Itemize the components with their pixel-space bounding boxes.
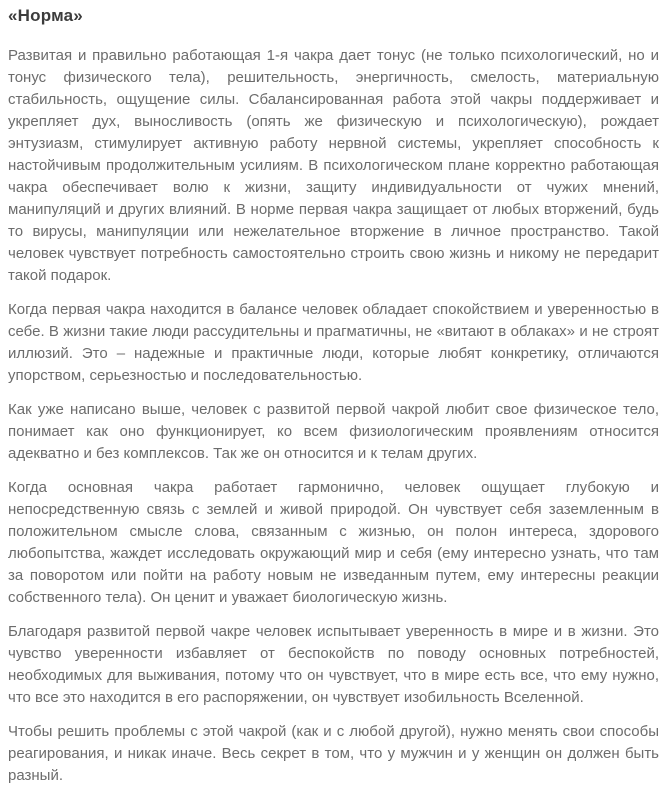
paragraph-6: Чтобы решить проблемы с этой чакрой (как и с любой другой), нужно менять свои способы реагирования, и никак иначе. Весь секрет в том, что у мужчин и у женщин он должен быть разный. [8, 723, 659, 784]
paragraph-2: Когда первая чакра находится в балансе человек обладает спокойствием и уверенностью в себе. В жизни такие люди рассудительны и прагматичны, не «витают в облаках» и не строят иллюзий. Это – надежные и практичные люди, которые любят конкретику, отличаются упорством, серьезностью и последовательностью. [8, 301, 659, 384]
paragraph-3: Как уже написано выше, человек с развитой первой чакрой любит свое физическое тело, понимает как оно функционирует, ко всем физиологическим проявлениям относится адекватно и без комплексов. Так же он относится и к телам других. [8, 401, 659, 462]
page-title: «Норма» [8, 6, 83, 25]
paragraph-4: Когда основная чакра работает гармонично, человек ощущает глубокую и непосредственную связь с землей и живой природой. Он чувствует себя заземленным в положительном смысле слова, связанным с жизнью, он полон интереса, здорового любопытства, жаждет исследовать окружающий мир и себя (ему интересно узнать, что там за поворотом или пойти на работу новым не изведанным путем, ему интересны реакции собственного тела). Он ценит и уважает биологическую жизнь. [8, 479, 659, 606]
paragraph-1: Развитая и правильно работающая 1-я чакра дает тонус (не только психологический, но и тонус физического тела), решительность, энергичность, смелость, материальную стабильность, ощущение силы. Сбалансированная работа этой чакры поддерживает и укрепляет дух, выносливость (опять же физическую и психологическую), рождает энтузиазм, стимулирует активную работу нервной системы, укрепляет способность к настойчивым продолжительным усилиям. В психологическом плане корректно работающая чакра обеспечивает волю к жизни, защиту индивидуальности от чужих мнений, манипуляций и других влияний. В норме первая чакра защищает от любых вторжений, будь то вирусы, манипуляции или нежелательное вторжение в личное пространство. Такой человек чувствует потребность самостоятельно строить свою жизнь и никому не передарит такой подарок. [8, 47, 659, 284]
paragraph-5: Благодаря развитой первой чакре человек испытывает уверенность в мире и в жизни. Это чувство уверенности избавляет от беспокойств по поводу основных потребностей, необходимых для выживания, потому что он чувствует, что в мире есть все, что ему нужно, что все это находится в его распоряжении, он чувствует изобильность Вселенной. [8, 623, 659, 706]
